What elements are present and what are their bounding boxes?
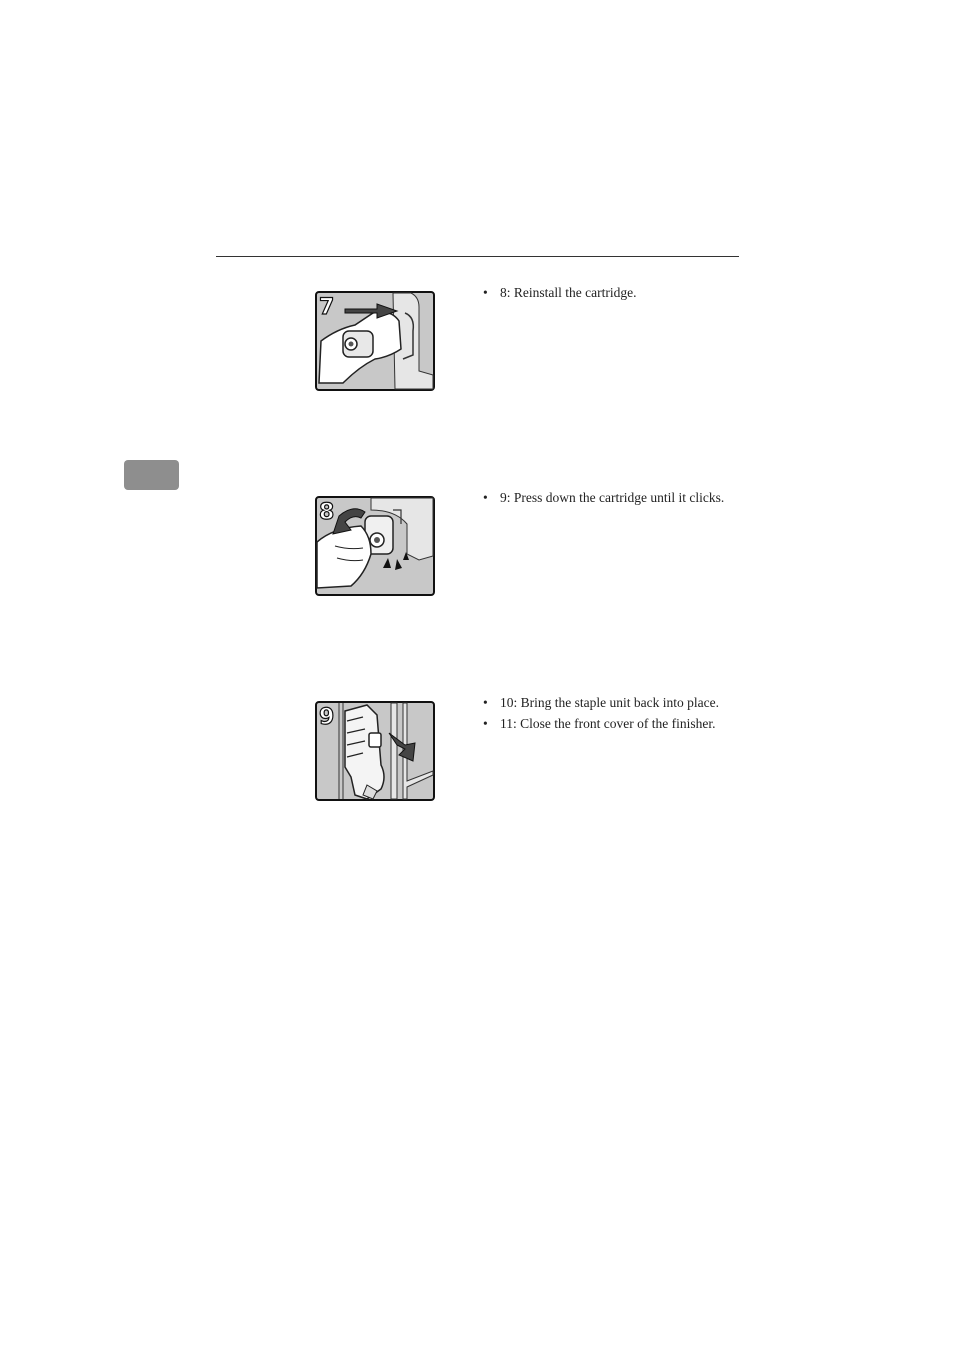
header-rule xyxy=(216,256,739,257)
instruction-item: • 11: Close the front cover of the finisher. xyxy=(483,716,739,733)
instruction-item: • 9: Press down the cartridge until it clicks. xyxy=(483,490,739,507)
figure-7-number: 7 xyxy=(319,295,335,320)
figure-9-staple-unit-return xyxy=(315,701,435,801)
step-8-instructions xyxy=(483,285,739,306)
step-9-instructions xyxy=(483,490,739,511)
figure-7-cartridge-insert xyxy=(315,291,435,391)
figure-9-number: 9 xyxy=(319,705,335,730)
instruction-item: • 10: Bring the staple unit back into place. xyxy=(483,695,739,712)
step-10-11-instructions xyxy=(483,695,739,737)
figure-8-cartridge-press xyxy=(315,496,435,596)
chapter-tab xyxy=(124,460,179,490)
figure-8-number: 8 xyxy=(319,500,335,525)
instruction-item: • 8: Reinstall the cartridge. xyxy=(483,285,739,302)
